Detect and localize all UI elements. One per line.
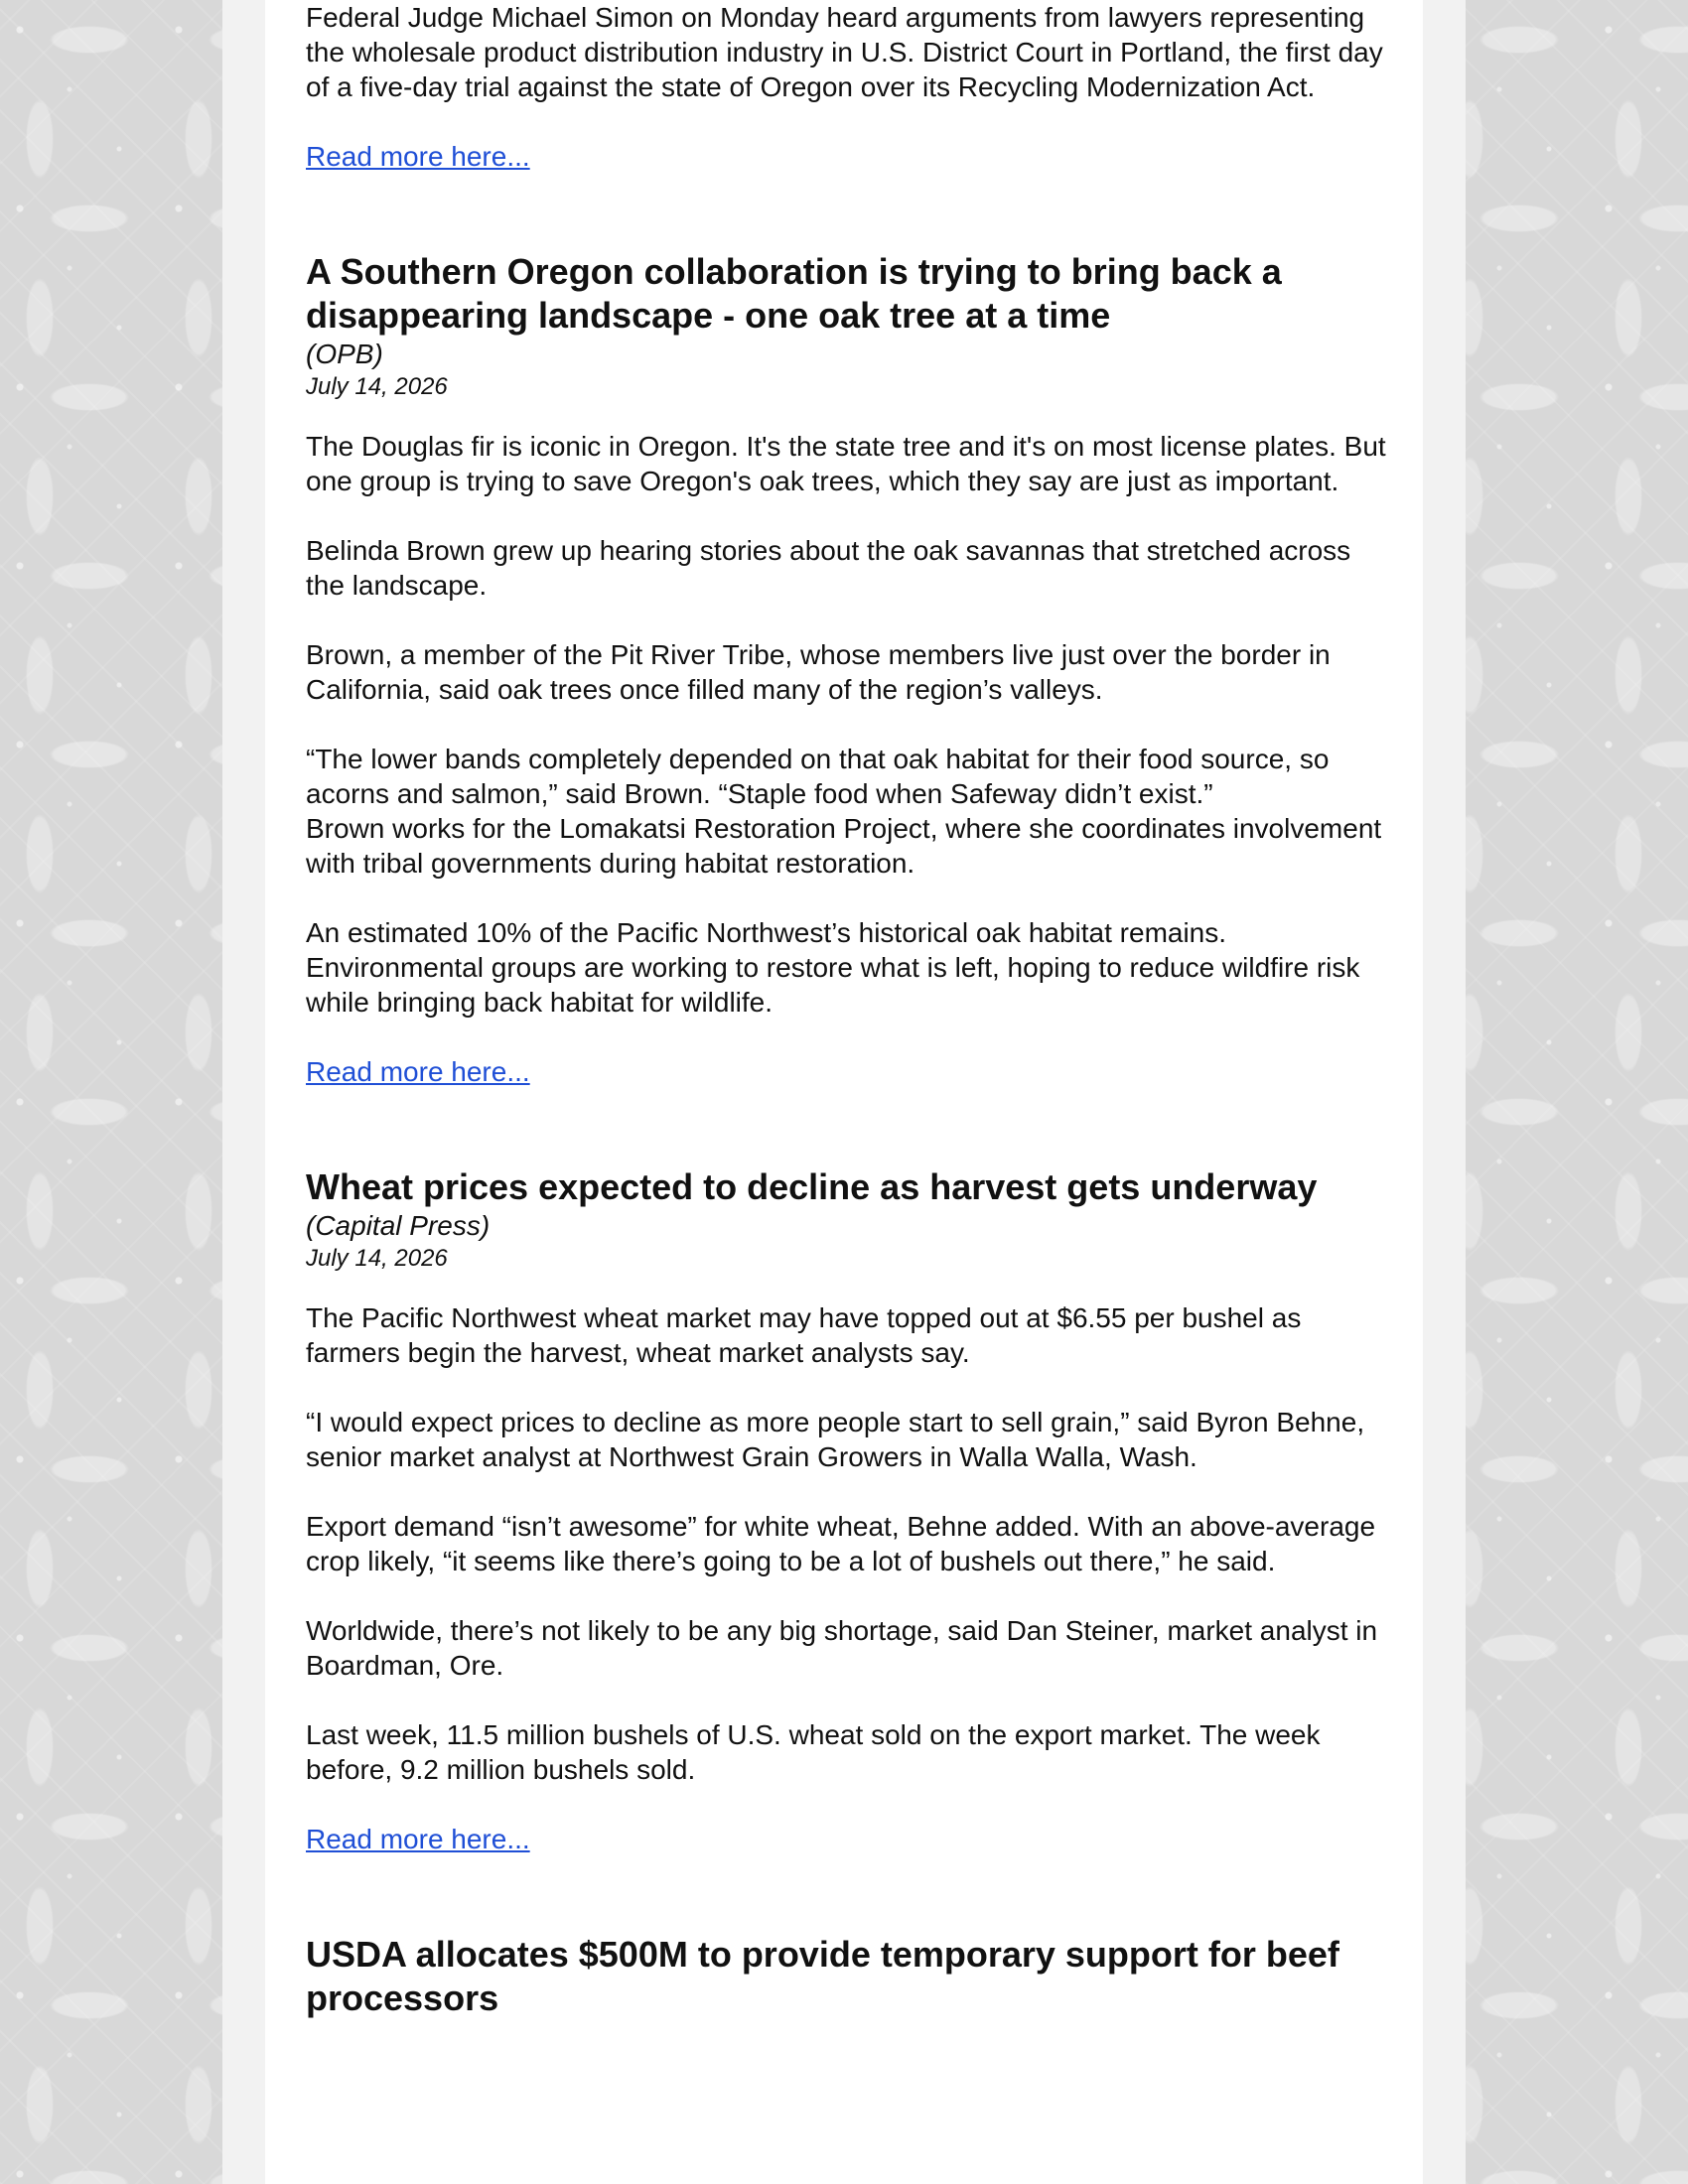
article-paragraph: Last week, 11.5 million bushels of U.S. wheat sold on the export market. The week before, 9.2 million bushels sold.: [306, 1719, 1321, 1785]
article-paragraph: Export demand “isn’t awesome” for white wheat, Behne added. With an above-average crop likely, “it seems like there’s going to be a lot of bushels out there,” he said.: [306, 1511, 1376, 1576]
article-paragraph: Brown, a member of the Pit River Tribe, whose members live just over the border in California, said oak trees once filled many of the region’s valleys.: [306, 639, 1331, 705]
article-paragraph: The Pacific Northwest wheat market may have topped out at $6.55 per bushel as farmers begin the harvest, wheat market analysts say.: [306, 1302, 1302, 1368]
article-paragraph: “I would expect prices to decline as more people start to sell grain,” said Byron Behne, senior market analyst at Northwest Grain Growers in Walla Walla, Wash.: [306, 1407, 1365, 1472]
article-paragraph: Belinda Brown grew up hearing stories about the oak savannas that stretched across the landscape.: [306, 535, 1351, 601]
article-title: A Southern Oregon collaboration is trying to bring back a disappearing landscape - one oak tree at a time: [306, 251, 1282, 336]
article-date: July 14, 2026: [306, 1245, 448, 1272]
article-wheat-prices: [306, 1165, 1388, 1856]
article-source: (OPB): [306, 339, 383, 369]
read-more-link[interactable]: Read more here...: [306, 1056, 530, 1087]
article-source: (Capital Press): [306, 1210, 491, 1241]
article-paragraph: The Douglas fir is iconic in Oregon. It's the state tree and it's on most license plates. But one group is trying to save Oregon's oak trees, which they say are just as important.: [306, 431, 1386, 496]
article-paragraph: An estimated 10% of the Pacific Northwest’s historical oak habitat remains. Environmental groups are working to restore what is left, hoping to reduce wildfire risk while bringing back habitat for wildlife.: [306, 917, 1360, 1018]
article-paragraph: Brown works for the Lomakatsi Restoration Project, where she coordinates involvement with tribal governments during habitat restoration.: [306, 813, 1382, 879]
article-paragraph: “The lower bands completely depended on that oak habitat for their food source, so acorns and salmon,” said Brown. “Staple food when Safeway didn’t exist.”: [306, 744, 1330, 809]
read-more-link[interactable]: Read more here...: [306, 141, 530, 172]
newsletter-content: [306, 0, 1388, 2020]
article-usda-beef: [306, 1933, 1388, 2020]
article-oak-restoration: [306, 250, 1388, 1089]
article-paragraph: Federal Judge Michael Simon on Monday heard arguments from lawyers representing the wholesale product distribution industry in U.S. District Court in Portland, the first day of a five-day trial against the state of Oregon over its Recycling Modernization Act.: [306, 2, 1383, 102]
article-paragraph: Worldwide, there’s not likely to be any big shortage, said Dan Steiner, market analyst in Boardman, Ore.: [306, 1615, 1378, 1681]
article-recycling-trial: [306, 0, 1388, 174]
article-date: July 14, 2026: [306, 373, 448, 400]
article-title: USDA allocates $500M to provide temporary support for beef processors: [306, 1934, 1339, 2018]
article-title: Wheat prices expected to decline as harvest gets underway: [306, 1166, 1318, 1207]
read-more-link[interactable]: Read more here...: [306, 1824, 530, 1854]
